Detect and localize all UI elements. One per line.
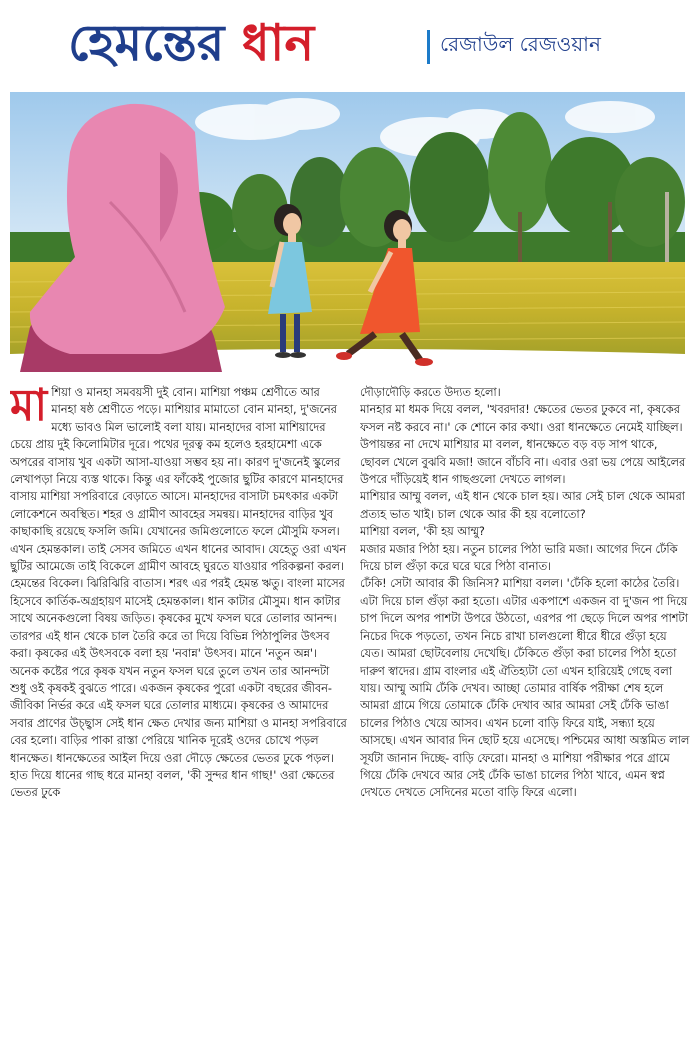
paragraph: ঢেঁকি! সেটা আবার কী জিনিস? মাশিয়া বলল। 'ঢেঁকি হলো কাঠের তৈরি। এটা দিয়ে চাল গুঁড়া করা হতো। এটার একপাশে একজন বা দু'জন পা দিয়ে চাপ দিলে অপর পাশটা উপরে উঠতো, এরপর পা ছেড়ে দিলে অপর পাশটা নিচের দিকে পড়তো, তখন নিচে রাখা চালগুলো ধীরে ধীরে গুঁড়া হয়ে যেত। আমরা ছোটবেলায় দেখেছি। ঢেঁকিতে গুঁড়া করা চালের পিঠা হতো দারুণ স্বাদের। গ্রাম বাংলার এই ঐতিহ্যটা তো এখন হারিয়েই গেছে বলা যায়। আম্মু আমি ঢেঁকি দেখব। আচ্ছা তোমার বার্ষিক পরীক্ষা শেষ হলে আমরা গ্রামে গিয়ে তোমাকে ঢেঁকি দেখাব আর আমরা সেই ঢেঁকি ভাঙা চালের পিঠাও খেয়ে আসব। এখন চলো বাড়ি ফিরে যাই, সন্ধ্যা হয়ে আসছে। এখন আবার দিন ছোট হয়ে এসেছে। পশ্চিমের আধা অস্তমিত লাল সূর্যটা জানান দিচ্ছে- বাড়ি ফেরো। মানহা ও মাশিয়া পরীক্ষার পরে গ্রামে গিয়ে ঢেঁকি দেখবে আর সেই ঢেঁকি ভাঙা চালের পিঠা খাবে, এমন স্বপ্ন দেখতে দেখতে সেদিনের মতো বাড়ি ফিরে এলো। [360, 577, 690, 800]
paragraph: মাশিয়া বলল, 'কী হয় আম্মু? [360, 525, 485, 539]
article-column-1 [10, 384, 348, 1044]
paragraph: মানহার মা ধমক দিয়ে বলল, 'খবরদার! ক্ষেতের ভেতর ঢুকবে না, কৃষকের ফসল নষ্ট করবে না।' কে শোনে কার কথা। ওরা ধানক্ষেতে নেমেই যাচ্ছিল। উপায়ন্তর না দেখে মাশিয়ার মা বলল, ধানক্ষেতে বড় বড় সাপ থাকে, ছোবল খেলে বুঝবি মজা! জানে বাঁচবি না। এবার ওরা ভয় পেয়ে আইলের উপরে দাঁড়িয়েই ধান গাছগুলো দেখতে লাগল। [360, 403, 686, 487]
paragraph: শিয়া ও মানহা সমবয়সী দুই বোন। মাশিয়া পঞ্চম শ্রেণীতে আর মানহা ষষ্ঠ শ্রেণীতে পড়ে। মাশিয়ার মামাতো বোন মানহা, দু'জনের মধ্যে ভাবও মিল ভালোই বলা যায়। মানহাদের বাসা মাশিয়াদের চেয়ে প্রায় দুই কিলোমিটার দূরে। পথের দূরত্ব কম হলেও হরহামেশা একে অপরের বাসায় খুব একটা আসা-যাওয়া সম্ভব হয় না। কারণ দু'জনেই স্কুলের লেখাপড়া নিয়ে ব্যস্ত থাকে। কিন্তু এর ফাঁকেই পুজোর ছুটির কারণে মানহাদের বাসায় মাশিয়া সপরিবারে বেড়াতে আসে। মানহাদের বাসাটা চমৎকার একটা লোকেশনে অবস্থিত। শহর ও গ্রামীণ আবহের সমন্বয়। মানহাদের বাড়ির খুব কাছাকাছি রয়েছে ফসলি জমি। যেখানের জমিগুলোতে ফলে মৌসুমি ফসল। এখন হেমন্তকাল। তাই সেসব জমিতে এখন ধানের আবাদ। যেহেতু ওরা এখন ছুটির আমেজে তাই বিকেলে গ্রামীণ আবহে ঘুরতে যাওয়ার পরিকল্পনা করল। হেমন্তের বিকেল। ঝিরিঝিরি বাতাস। শরৎ এর পরই হেমন্ত ঋতু। বাংলা মাসের হিসেবে কার্তিক-অগ্রহায়ণ মাসেই হেমন্তকাল। ধান কাটার মৌসুম। ধান কাটার সাথে অনেকগুলো বিষয় জড়িত। কৃষকের মুখে ফসল ঘরে তোলার আনন্দ। তারপর এই ধান থেকে চাল তৈরি করে তা দিয়ে বিভিন্ন পিঠাপুলির উৎসব করা। কৃষকের এই উৎসবকে বলা হয় 'নবান্ন' উৎসব। মানে 'নতুন অন্ন'। অনেক কষ্টের পরে কৃষক যখন নতুন ফসল ঘরে তুলে তখন তার আনন্দটা শুধু ওই কৃষকই বুঝতে পারে। একজন কৃষকের পুরো একটা বছরের জীবন-জীবিকা নির্ভর করে এই ফসল ঘরে তোলার মাধ্যমে। কৃষকের ও আমাদের সবার প্রাণের উচ্ছ্বাস সেই ধান ক্ষেত দেখার জন্য মাশিয়া ও মানহা সপরিবারে বের হলো। বাড়ির পাকা রাস্তা পেরিয়ে খানিক দূরেই ওদের চোখে পড়ল ধানক্ষেত। ধানক্ষেতের আইল দিয়ে ওরা দৌড়ে ক্ষেতের ভেতর ঢুকে পড়ল। হাত দিয়ে ধানের গাছ ধরে মানহা বলল, 'কী সুন্দর ধান গাছ!' ওরা ক্ষেতের ভেতর ঢুকে [10, 386, 347, 800]
paragraph: দৌড়াদৌড়ি করতে উদ্যত হলো। [360, 386, 501, 399]
story-title [68, 8, 314, 78]
title-divider [427, 30, 430, 64]
illustration [10, 92, 685, 372]
drop-cap: মা [10, 384, 48, 431]
header [0, 0, 695, 92]
paragraph: মাশিয়ার আম্মু বলল, এই ধান থেকে চাল হয়। আর সেই চাল থেকে আমরা প্রত্যহ ভাত খাই। চাল থেকে আর কী হয় বলোতো? [360, 490, 685, 521]
author-name: রেজাউল রেজওয়ান [440, 32, 601, 56]
paragraph: মজার মজার পিঠা হয়। নতুন চালের পিঠা ভারি মজা। আগের দিনে ঢেঁকি দিয়ে চাল গুঁড়া করে ঘরে ঘরে পিঠা বানাত। [360, 542, 678, 574]
title-part-hemonter: হেমন্তের [68, 14, 225, 72]
article-column-2 [360, 384, 690, 1044]
title-part-dhan: ধান [241, 14, 315, 72]
